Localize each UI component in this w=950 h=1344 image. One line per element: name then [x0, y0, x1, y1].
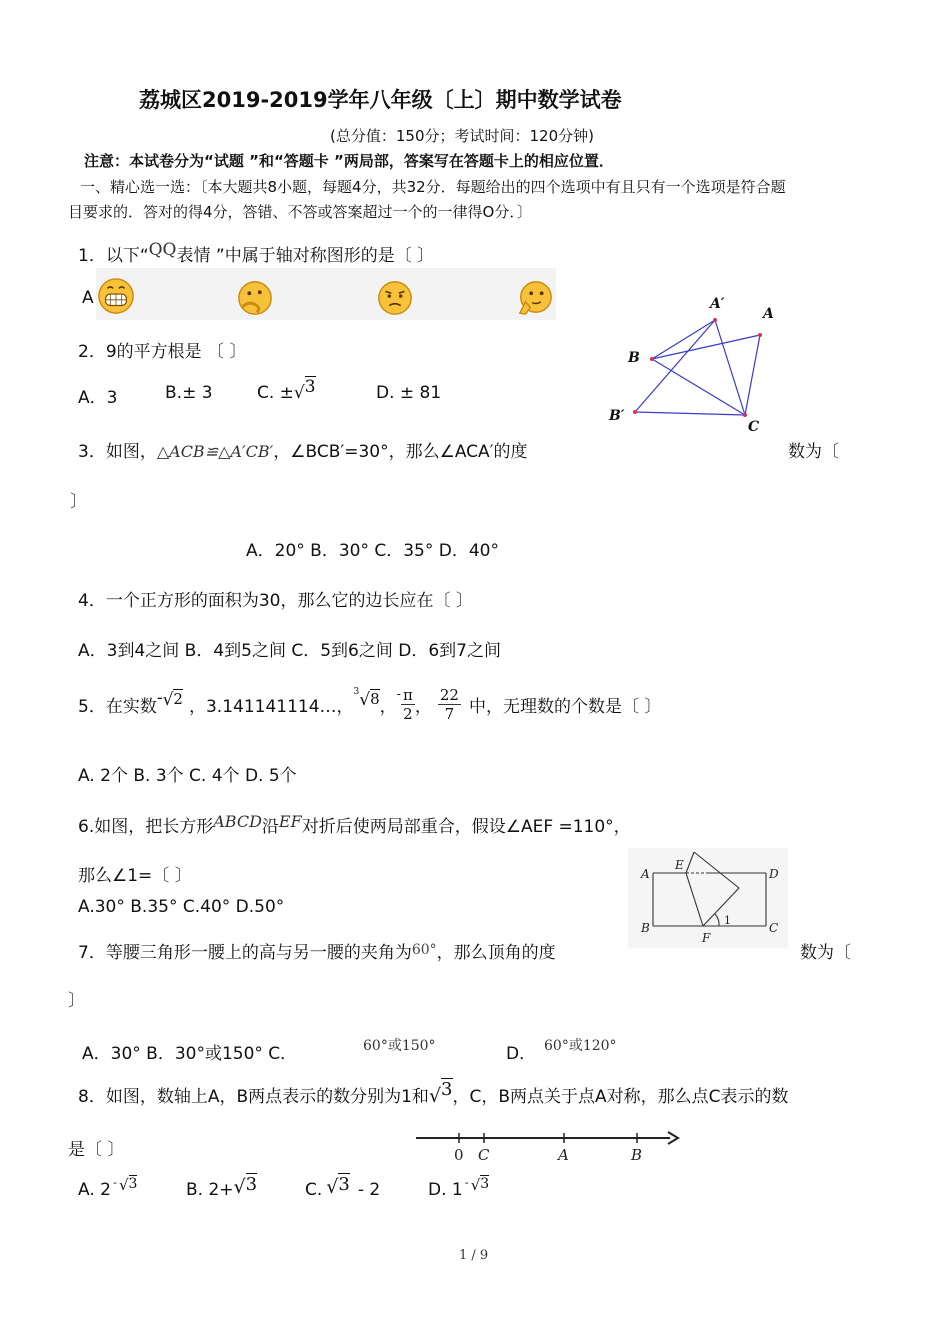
label-b: B	[628, 350, 640, 366]
q6-options: A.30° B.35° C.40° D.50°	[78, 897, 285, 917]
q8-option-d: D. 1 - √ 3	[428, 1175, 490, 1200]
q7-option-d: 60°或120°	[544, 1038, 617, 1054]
q8-pre: 8．如图，数轴上A，B两点表示的数分别为1和	[78, 1087, 429, 1107]
q4-options: A．3到4之间 B．4到5之间 C．5到6之间 D．6到7之间	[78, 641, 501, 661]
q8-option-a: A. 2 - √ 3	[78, 1175, 138, 1200]
seg-b1-c	[635, 412, 745, 415]
section-line-1: 一、精心选一选：〔本大题共8小题，每题4分，共32分．每题给出的四个选项中有且只有一个选项是符合题	[80, 178, 786, 196]
label-b-prime: B′	[609, 408, 625, 424]
fig6-label-b: B	[641, 921, 650, 935]
seg-b-c	[652, 359, 745, 415]
label-a-prime: A′	[710, 296, 725, 312]
q5-radicand-2: 2	[173, 689, 183, 708]
q5-f-den: 7	[444, 704, 455, 723]
thinking-emoji-icon	[236, 279, 274, 317]
q6-mid: 沿	[261, 817, 279, 837]
question-8: 8．如图，数轴上A，B两点表示的数分别为1和√3，C，B两点关于点A对称，那么点C表示的数	[78, 1079, 789, 1107]
q5-pi-fraction	[401, 686, 415, 723]
fig6-label-a: A	[641, 867, 650, 881]
q1-post: 表情 ”中属于轴对称图形的是〔 〕	[176, 246, 435, 266]
q2-c-radicand: 3	[304, 377, 316, 397]
q6-ef: EF	[278, 812, 302, 831]
q7-option-d-label: D．	[506, 1044, 537, 1064]
tick-label-c: C	[478, 1146, 490, 1164]
q7-close: 〕	[68, 991, 85, 1011]
q3-close: 〕	[70, 492, 87, 512]
q8-d-radicand: 3	[480, 1175, 490, 1192]
q7-degree: 60°	[411, 942, 437, 958]
q6-line-2: 那么∠1=〔 〕	[78, 866, 192, 886]
fig6-label-d: D	[769, 867, 779, 881]
q8-option-b: B. 2+ √ 3	[186, 1174, 258, 1200]
seg-a-c	[745, 335, 760, 415]
q5-pi-den: 2	[403, 704, 413, 723]
question-7	[78, 938, 556, 963]
q3-congruence: △ACB≌△A′CB′	[156, 442, 274, 461]
q7-option-c: 60°或150°	[363, 1038, 436, 1054]
tick-label-a: A	[558, 1146, 569, 1164]
q1-pre: 1．以下“	[78, 246, 149, 266]
question-6	[78, 812, 631, 837]
q5-neg: -	[156, 688, 163, 708]
fig6-label-f: F	[702, 931, 711, 945]
q8-b-pre: B. 2+	[186, 1180, 234, 1200]
section-line-2: 目要求的．答对的得4分，答错、不答或答案超过一个的一律得O分．〕	[68, 203, 532, 221]
seg-b-a	[652, 335, 760, 359]
q8-line-2: 是〔 〕	[68, 1140, 125, 1160]
q1-option-a-label: A	[82, 288, 94, 308]
q5-cube-radicand: 8	[370, 689, 380, 708]
page-title: 荔城区2019-2019学年八年级〔上〕期中数学试卷	[139, 88, 622, 112]
confused-emoji-icon	[376, 279, 414, 317]
q5-f-num: 22	[439, 685, 459, 704]
label-a: A	[763, 306, 774, 322]
q3-mid: ，∠BCB′=30°，那么∠ACA′的度	[273, 442, 528, 462]
q3-pre: 3．如图，	[78, 442, 157, 462]
fig6-angle-1: 1	[724, 914, 731, 927]
emoji-strip	[96, 268, 556, 320]
q8-a-radicand: 3	[128, 1175, 138, 1192]
q1-qq: QQ	[148, 240, 177, 260]
triangle-figure	[605, 292, 795, 437]
q5-comma-2: ，	[414, 696, 432, 717]
q6-pre: 6.如图，把长方形	[78, 817, 214, 837]
tick-label-0: 0	[454, 1146, 464, 1164]
q7-options-ab: A．30° B．30°或150° C．	[82, 1044, 298, 1064]
q5-neg-2: -	[396, 687, 402, 701]
number-line	[412, 1126, 682, 1166]
q8-post: ，C，B两点关于点A对称，那么点C表示的数	[452, 1087, 789, 1107]
q5-mid: ，3.141141114…，	[188, 696, 354, 717]
q2-c-pre: C. ±	[257, 383, 294, 403]
q8-option-c: C. √ 3 - 2	[305, 1174, 381, 1200]
fig6-label-c: C	[769, 921, 779, 935]
folded-rectangle-figure	[628, 848, 788, 948]
q8-radicand: 3	[441, 1079, 453, 1100]
notice: 注意：本试卷分为“试题 ”和“答题卡 ”两局部，答案写在答题卡上的相应位置．	[84, 152, 614, 170]
q5-options: A. 2个 B. 3个 C. 4个 D. 5个	[78, 766, 297, 786]
q6-abcd: ABCD	[213, 812, 262, 831]
q5-pre: 5．在实数	[78, 696, 157, 717]
q2-option-b: B.± 3	[165, 383, 213, 403]
q8-c-pre: C.	[305, 1180, 323, 1200]
q2-option-c: C. ±√3	[257, 377, 316, 403]
q7-tail: 数为〔	[800, 943, 851, 963]
seg-a1-b1	[635, 320, 715, 412]
q2-option-d: D. ± 81	[376, 383, 442, 403]
q5-22-7-fraction	[438, 686, 461, 723]
page-number: 1 / 9	[459, 1248, 489, 1263]
subtitle: (总分值：150分；考试时间：120分钟)	[330, 127, 594, 145]
question-3	[78, 437, 528, 462]
q5-comma-1: ，	[379, 696, 397, 717]
question-5: 5．在实数 - √ 2 ，3.141141114…， 3 √ 8 ， - $\frac{\pi}{2}$ ， $\frac{22}{7}$ 中，无理数的个数是〔 〕	[78, 685, 662, 723]
q8-c-radicand: 3	[338, 1174, 350, 1195]
q7-post: ，那么顶角的度	[436, 943, 556, 963]
q8-c-post: - 2	[357, 1180, 381, 1200]
tick-label-b: B	[631, 1146, 643, 1164]
seg-a1-b	[652, 320, 715, 359]
fig6-label-e: E	[675, 858, 684, 872]
q2-option-a: A．3	[78, 388, 118, 408]
q5-pi-num: π	[403, 685, 413, 704]
seg-a1-c	[715, 320, 745, 415]
question-2: 2．9的平方根是 〔 〕	[78, 342, 247, 362]
q6-post: 对折后使两局部重合，假设∠AEF =110°，	[301, 817, 631, 837]
q8-a-pre: A. 2	[78, 1180, 111, 1200]
question-4: 4．一个正方形的面积为30，那么它的边长应在〔 〕	[78, 591, 473, 611]
question-1	[78, 240, 434, 266]
grin-emoji-icon	[97, 277, 135, 315]
q8-d-pre: D. 1	[428, 1180, 463, 1200]
q8-b-radicand: 3	[245, 1174, 258, 1195]
pondering-emoji-icon	[516, 279, 554, 317]
q5-cube-index: 3	[353, 687, 360, 697]
q3-options: A．20° B．30° C．35° D．40°	[246, 541, 499, 561]
label-c: C	[748, 419, 760, 435]
q7-pre: 7．等腰三角形一腰上的高与另一腰的夹角为	[78, 943, 412, 963]
q3-tail: 数为〔	[788, 442, 839, 462]
q5-post: 中，无理数的个数是〔 〕	[468, 696, 662, 717]
